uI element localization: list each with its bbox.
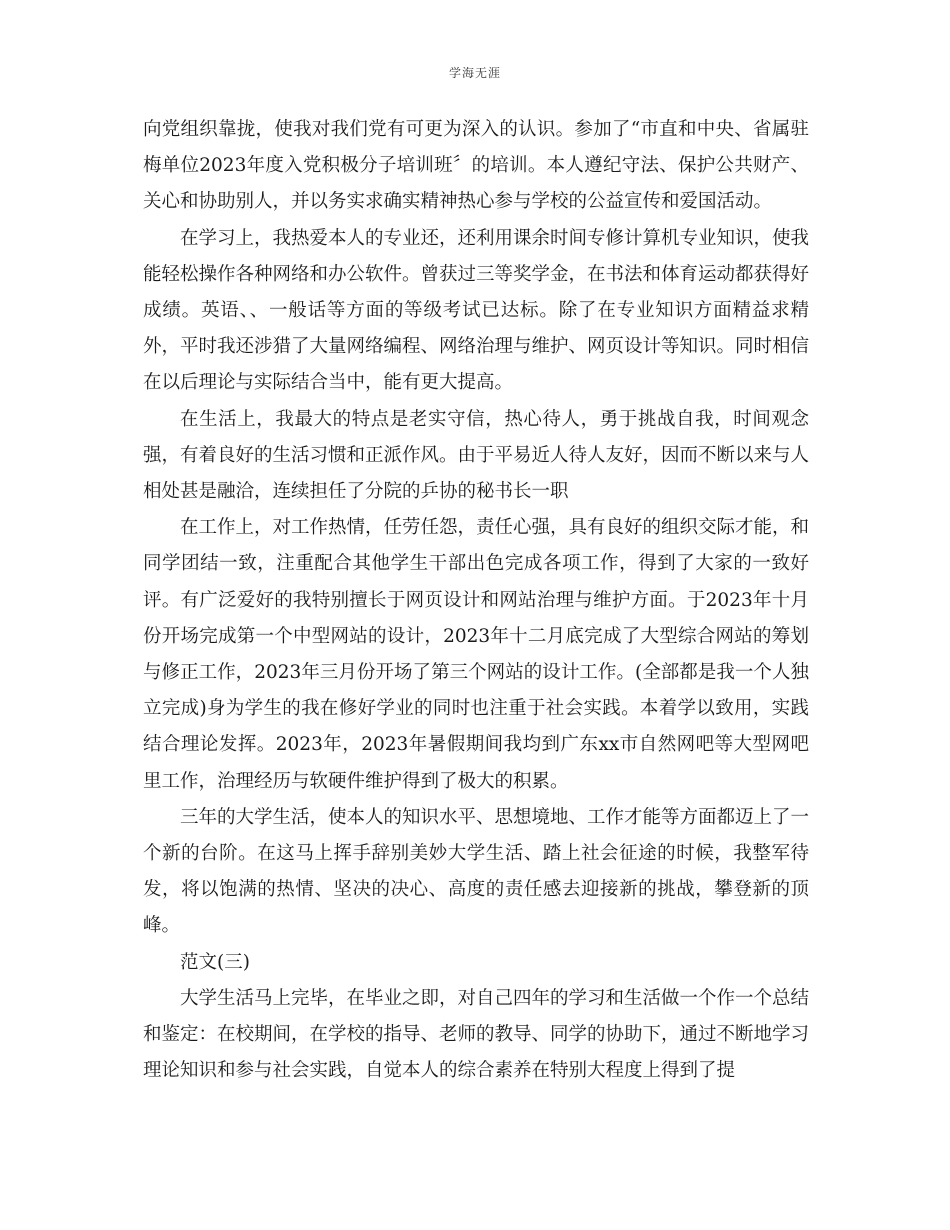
paragraph-4: 在工作上，对工作热情，任劳任怨，责任心强，具有良好的组织交际才能，和同学团结一致，注重配合其他学生干部出色完成各项工作，得到了大家的一致好评。有广泛爱好的我特别擅长于网页设计和网站治理与维护方面。于2023年十月份开场完成第一个中型网站的设计，2023年十二月底完成了大型综合网站的筹划与修正工作，2023年三月份开场了第三个网站的设计工作。(全部都是我一个人独立完成)身为学生的我在修好学业的同时也注重于社会实践。本着学以致用，实践结合理论发挥。2023年，2023年暑假期间我均到广东xx市自然网吧等大型网吧里工作，治理经历与软硬件维护得到了极大的积累。 bbox=[143, 517, 810, 792]
paragraph-6: 大学生活马上完毕，在毕业之即，对自己四年的学习和生活做一个作一个总结和鉴定：在校期间，在学校的指导、老师的教导、同学的协助下，通过不断地学习理论知识和参与社会实践，自觉本人的综合素养在特别大程度上得到了提 bbox=[143, 987, 810, 1082]
section-heading: 范文(三) bbox=[180, 951, 250, 973]
page-header: 学海无涯 bbox=[448, 66, 501, 80]
paragraph-5: 三年的大学生活，使本人的知识水平、思想境地、工作才能等方面都迈上了一个新的台阶。在这马上挥手辞别美妙大学生活、踏上社会征途的时候，我整军待发，将以饱满的热情、坚决的决心、高度的责任感去迎接新的挑战，攀登新的顶峰。 bbox=[143, 806, 810, 937]
paragraph-1: 向党组织靠拢，使我对我们党有可更为深入的认识。参加了“市直和中央、省属驻梅单位2023年度入党积极分子培训班〞的培训。本人遵纪守法、保护公共财产、关心和协助别人，并以务实求确实精神热心参与学校的公益宣传和爱国活动。 bbox=[143, 119, 809, 213]
paragraph-3: 在生活上，我最大的特点是老实守信，热心待人，勇于挑战自我，时间观念强，有着良好的生活习惯和正派作风。由于平易近人待人友好，因而不断以来与人相处甚是融洽，连续担任了分院的乒协的秘书长一职 bbox=[143, 408, 810, 503]
paragraph-2: 在学习上，我热爱本人的专业还，还利用课余时间专修计算机专业知识，使我能轻松操作各种网络和办公软件。曾获过三等奖学金，在书法和体育运动都获得好成绩。英语、、一般话等方面的等级考试已达标。除了在专业知识方面精益求精外，平时我还涉猎了大量网络编程、网络治理与维护、网页设计等知识。同时相信在以后理论与实际结合当中，能有更大提高。 bbox=[143, 227, 810, 394]
document-body bbox=[143, 112, 809, 1089]
